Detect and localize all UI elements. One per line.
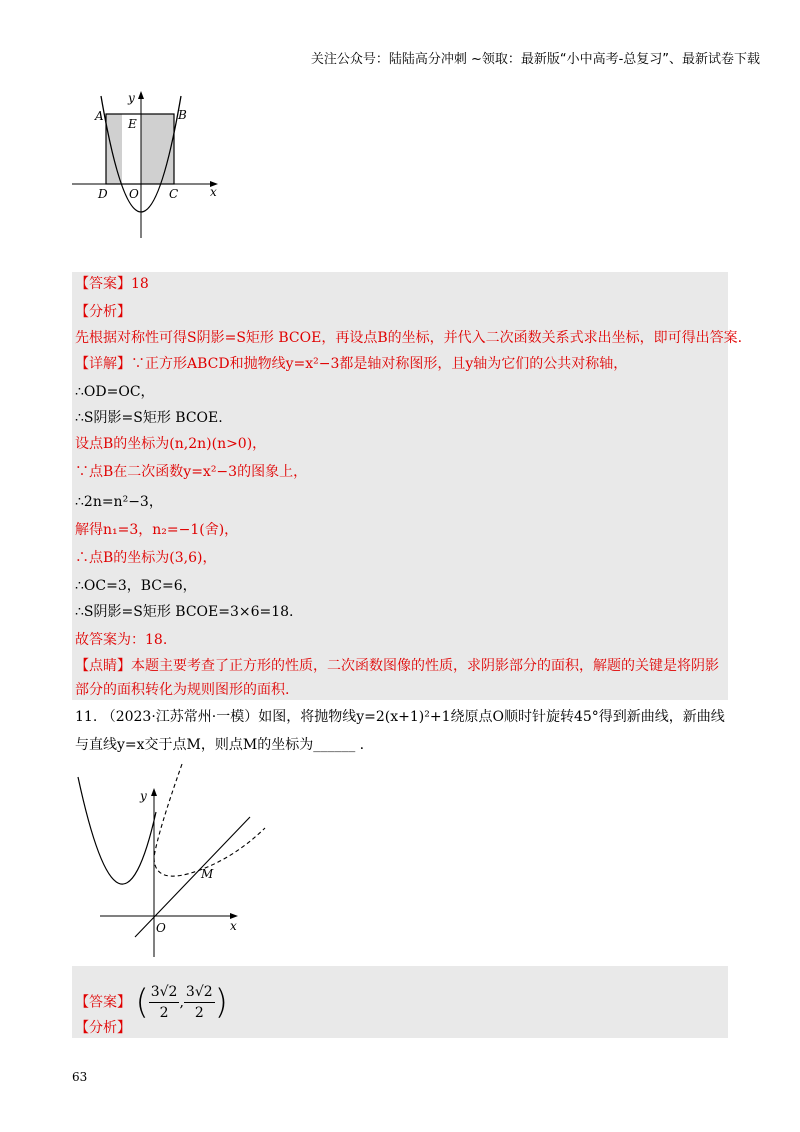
problem-11-line-2: 与直线y=x交于点M，则点M的坐标为______ . <box>75 737 365 753</box>
page-header: 关注公众号：陆陆高分冲刺 ~领取：最新版“小中高考-总复习”、最新试卷下载 <box>310 52 760 67</box>
detail-line-0: 【详解】∵正方形ABCD和抛物线y=x²−3都是轴对称图形，且y轴为它们的公共对称轴， <box>75 356 628 372</box>
label-O: O <box>156 921 166 935</box>
label-D: D <box>98 187 108 201</box>
page-number: 63 <box>72 1070 88 1084</box>
detail-line-10: 故答案为：18. <box>75 632 168 648</box>
comment-line-2: 部分的面积转化为规则图形的面积. <box>75 682 290 698</box>
detail-line-1: ∴OD=OC， <box>75 384 155 400</box>
label-x: x <box>210 185 217 199</box>
detail-line-2: ∴S阴影=S矩形 BCOE. <box>75 410 223 426</box>
detail-line-6: 解得n₁=3，n₂=−1(舍)， <box>75 522 239 538</box>
analysis-tag: 【分析】 <box>75 304 131 320</box>
figure-rotated-parabola <box>70 762 270 962</box>
detail-line-8: ∴OC=3，BC=6， <box>75 578 197 594</box>
problem-11-line-1: 11. （2023·江苏常州·一模）如图，将抛物线y=2(x+1)²+1绕原点O顺时针旋转45°得到新曲线，新曲线 <box>75 709 725 725</box>
detail-line-4: ∵点B在二次函数y=x²−3的图象上， <box>75 464 308 480</box>
label-O: O <box>129 187 139 201</box>
analysis-text: 先根据对称性可得S阴影=S矩形 BCOE，再设点B的坐标，并代入二次函数关系式求出坐标，即可得出答案. <box>75 330 743 346</box>
answer-line: 【答案】18 <box>75 276 149 292</box>
label-A: A <box>95 109 104 123</box>
label-x: x <box>230 919 237 933</box>
label-C: C <box>169 187 179 201</box>
answer-line-11: 【答案】 ( $\frac{3√2}{2}$ , $\frac{3√2}{2}$ ) <box>75 982 228 1023</box>
analysis-tag-11: 【分析】 <box>75 1020 131 1036</box>
label-y: y <box>140 789 147 803</box>
label-y: y <box>128 91 135 105</box>
label-B: B <box>178 108 187 122</box>
comment-line-1: 【点睛】本题主要考查了正方形的性质，二次函数图像的性质，求阴影部分的面积，解题的关键是将阴影 <box>75 658 719 674</box>
detail-line-5: ∴2n=n²−3， <box>75 494 163 510</box>
detail-line-7: ∴点B的坐标为(3,6)， <box>75 550 217 566</box>
figure-parabola-square <box>70 88 230 248</box>
label-E: E <box>128 117 137 131</box>
detail-line-9: ∴S阴影=S矩形 BCOE=3×6=18. <box>75 604 294 620</box>
label-M: M <box>201 867 214 881</box>
detail-line-3: 设点B的坐标为(n,2n)(n>0)， <box>75 436 267 452</box>
